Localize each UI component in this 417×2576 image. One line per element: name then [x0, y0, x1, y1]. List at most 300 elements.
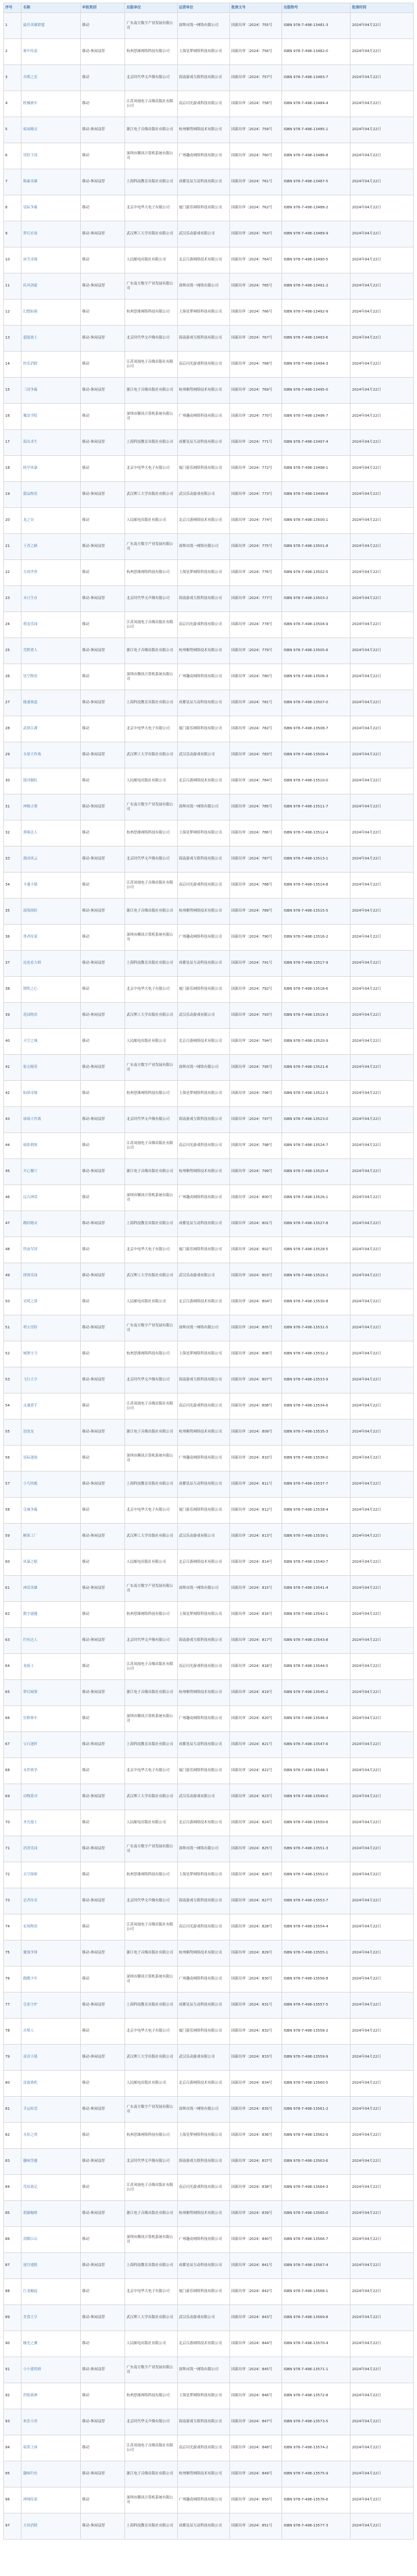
cell-date: 2024年04月22日: [351, 1732, 414, 1758]
cell-index: 96: [4, 2487, 22, 2513]
cell-index: 15: [4, 378, 22, 404]
cell-publisher: 江苏凤凰电子音像出版社有限公司: [125, 2435, 177, 2461]
cell-index: 6: [4, 143, 22, 169]
cell-isbn: ISBN 978-7-498-13556-8: [282, 1967, 351, 1993]
cell-name: 龙骑士: [22, 1654, 81, 1680]
cell-publisher: 上海科技教育出版社有限公司: [125, 951, 177, 977]
header-index: 序号: [4, 3, 22, 13]
cell-approval-no: 国新出审〔2024〕813号: [230, 1524, 282, 1550]
cell-operator: 广州趣动网络科技有限公司: [177, 1967, 229, 1993]
table-row: [4, 768, 414, 794]
cell-date: 2024年04月22日: [351, 1081, 414, 1107]
cell-date: 2024年04月22日: [351, 534, 414, 560]
cell-operator: 深圳市凯一网络有限公司: [177, 2097, 229, 2123]
cell-date: 2024年04月22日: [351, 1602, 414, 1628]
cell-approval-no: 国新出审〔2024〕772号: [230, 456, 282, 482]
cell-isbn: ISBN 978-7-498-13571-1: [282, 2357, 351, 2383]
cell-operator: 成都星辰互动科技有限公司: [177, 430, 229, 456]
table-row: [4, 273, 414, 300]
cell-category: 移动-休闲益智: [81, 1472, 125, 1498]
cell-operator: 海南游戏互娱科技有限公司: [177, 1888, 229, 1914]
cell-operator: 海南游戏互娱科技有限公司: [177, 586, 229, 612]
table-row: [4, 1706, 414, 1732]
cell-publisher: 浙江电子音像出版社有限公司: [125, 378, 177, 404]
cell-name: 城堡守卫: [22, 1341, 81, 1367]
cell-publisher: 武汉理工大学出版社有限公司: [125, 1524, 177, 1550]
table-row: [4, 951, 414, 977]
cell-date: 2024年04月22日: [351, 1237, 414, 1263]
cell-name: 萌宠乐园: [22, 612, 81, 638]
cell-publisher: 广东南方数字产业发展有限公司: [125, 1315, 177, 1341]
cell-date: 2024年04月22日: [351, 1263, 414, 1289]
cell-category: 移动-休闲益智: [81, 2253, 125, 2279]
cell-index: 70: [4, 1810, 22, 1836]
cell-category: 移动: [81, 195, 125, 221]
cell-date: 2024年04月22日: [351, 2487, 414, 2513]
cell-isbn: ISBN 978-7-498-13513-1: [282, 847, 351, 873]
cell-name: 末日生存: [22, 586, 81, 612]
cell-date: 2024年04月22日: [351, 560, 414, 586]
cell-isbn: ISBN 978-7-498-13494-3: [282, 352, 351, 378]
cell-date: 2024年04月22日: [351, 1211, 414, 1237]
cell-publisher: 人民邮电出版社有限公司: [125, 2071, 177, 2097]
header-approval-no: 批准文号: [230, 3, 282, 13]
cell-category: 移动: [81, 1185, 125, 1211]
table-row: [4, 2071, 414, 2097]
cell-name: 吞噬之星: [22, 65, 81, 91]
cell-name: 剑舞江山: [22, 2227, 81, 2253]
cell-approval-no: 国新出审〔2024〕808号: [230, 1393, 282, 1420]
cell-publisher: 浙江电子音像出版社有限公司: [125, 638, 177, 664]
cell-operator: 海南游戏互娱科技有限公司: [177, 326, 229, 352]
cell-publisher: 深圳市腾讯计算机系统有限公司: [125, 2487, 177, 2513]
cell-isbn: ISBN 978-7-498-13510-0: [282, 768, 351, 794]
cell-isbn: ISBN 978-7-498-13491-2: [282, 273, 351, 300]
table-row: [4, 39, 414, 65]
cell-index: 75: [4, 1940, 22, 1967]
cell-index: 48: [4, 1237, 22, 1263]
cell-category: 移动: [81, 2279, 125, 2305]
cell-publisher: 武汉理工大学出版社有限公司: [125, 2045, 177, 2071]
cell-isbn: ISBN 978-7-498-13483-7: [282, 65, 351, 91]
cell-index: 54: [4, 1393, 22, 1420]
cell-name: 连连看大师: [22, 951, 81, 977]
cell-category: 移动-休闲益智: [81, 742, 125, 768]
cell-isbn: ISBN 978-7-498-13533-9: [282, 1367, 351, 1393]
cell-index: 7: [4, 169, 22, 195]
cell-category: 移动: [81, 1498, 125, 1524]
cell-name: 雷霆战机: [22, 2071, 81, 2097]
table-row: [4, 508, 414, 534]
cell-isbn: ISBN 978-7-498-13522-3: [282, 1081, 351, 1107]
cell-date: 2024年04月22日: [351, 2149, 414, 2175]
cell-category: 移动-休闲益智: [81, 1055, 125, 1081]
cell-name: 星际迷航: [22, 1446, 81, 1472]
cell-approval-no: 国新出审〔2024〕770号: [230, 404, 282, 430]
cell-date: 2024年04月22日: [351, 1914, 414, 1940]
cell-index: 10: [4, 247, 22, 273]
cell-index: 52: [4, 1341, 22, 1367]
cell-operator: 北京百游网络技术有限公司: [177, 2331, 229, 2357]
cell-date: 2024年04月22日: [351, 2435, 414, 2461]
cell-index: 46: [4, 1185, 22, 1211]
cell-operator: 杭州顺势网络技术有限公司: [177, 378, 229, 404]
cell-date: 2024年04月22日: [351, 143, 414, 169]
cell-date: 2024年04月22日: [351, 430, 414, 456]
cell-isbn: ISBN 978-7-498-13486-8: [282, 143, 351, 169]
cell-approval-no: 国新出审〔2024〕759号: [230, 117, 282, 143]
cell-isbn: ISBN 978-7-498-13502-5: [282, 560, 351, 586]
cell-operator: 北京百游网络技术有限公司: [177, 1289, 229, 1315]
cell-index: 5: [4, 117, 22, 143]
cell-category: 移动: [81, 2227, 125, 2253]
cell-publisher: 人民邮电出版社有限公司: [125, 508, 177, 534]
header-name: 名称: [22, 3, 81, 13]
cell-name: 龙之谷: [22, 508, 81, 534]
cell-isbn: ISBN 978-7-498-13492-9: [282, 300, 351, 326]
cell-publisher: 深圳市腾讯计算机系统有限公司: [125, 1967, 177, 1993]
cell-approval-no: 国新出审〔2024〕765号: [230, 273, 282, 300]
cell-publisher: 广东南方数字产业发展有限公司: [125, 1055, 177, 1081]
table-row: [4, 404, 414, 430]
cell-operator: 北京百游网络技术有限公司: [177, 768, 229, 794]
cell-name: 忍者传奇: [22, 1888, 81, 1914]
cell-approval-no: 国新出审〔2024〕844号: [230, 2331, 282, 2357]
table-row: [4, 1420, 414, 1446]
cell-isbn: ISBN 978-7-498-13484-4: [282, 91, 351, 117]
cell-publisher: 广东南方数字产业发展有限公司: [125, 2097, 177, 2123]
cell-isbn: ISBN 978-7-498-13518-6: [282, 977, 351, 1003]
table-row: [4, 925, 414, 951]
cell-publisher: 北京时代华文声像有限公司: [125, 2409, 177, 2435]
cell-operator: 广州趣动网络科技有限公司: [177, 2487, 229, 2513]
cell-publisher: 上海科技教育出版社有限公司: [125, 2253, 177, 2279]
header-isbn: 出版物号: [282, 3, 351, 13]
cell-operator: 深圳市凯一网络有限公司: [177, 1315, 229, 1341]
header-date: 批准时间: [351, 3, 414, 13]
cell-isbn: ISBN 978-7-498-13559-9: [282, 2045, 351, 2071]
cell-approval-no: 国新出审〔2024〕777号: [230, 586, 282, 612]
table-row: [4, 899, 414, 925]
table-row: [4, 794, 414, 820]
cell-date: 2024年04月22日: [351, 1836, 414, 1862]
cell-isbn: ISBN 978-7-498-13489-9: [282, 221, 351, 247]
cell-publisher: 江苏凤凰电子音像出版社有限公司: [125, 352, 177, 378]
cell-approval-no: 国新出审〔2024〕829号: [230, 1940, 282, 1967]
cell-category: 移动: [81, 612, 125, 638]
cell-isbn: ISBN 978-7-498-13499-8: [282, 482, 351, 508]
cell-operator: 南京闪光游戏科技有限公司: [177, 1133, 229, 1159]
cell-isbn: ISBN 978-7-498-13561-2: [282, 2097, 351, 2123]
table-row: [4, 638, 414, 664]
cell-date: 2024年04月22日: [351, 456, 414, 482]
cell-publisher: 北京时代华文声像有限公司: [125, 2149, 177, 2175]
cell-approval-no: 国新出审〔2024〕845号: [230, 2357, 282, 2383]
cell-date: 2024年04月22日: [351, 1055, 414, 1081]
cell-name: 战国风云: [22, 847, 81, 873]
cell-approval-no: 国新出审〔2024〕789号: [230, 899, 282, 925]
cell-approval-no: 国新出审〔2024〕846号: [230, 2383, 282, 2409]
cell-operator: 武汉乐动游戏有限公司: [177, 1524, 229, 1550]
cell-approval-no: 国新出审〔2024〕791号: [230, 951, 282, 977]
cell-isbn: ISBN 978-7-498-13558-2: [282, 2019, 351, 2045]
table-header: [4, 3, 414, 13]
cell-isbn: ISBN 978-7-498-13496-7: [282, 404, 351, 430]
cell-publisher: 北京中电华大电子有限公司: [125, 977, 177, 1003]
cell-category: 移动: [81, 143, 125, 169]
cell-date: 2024年04月22日: [351, 1550, 414, 1576]
cell-name: 糖果工厂: [22, 1524, 81, 1550]
table-row: [4, 534, 414, 560]
table-row: [4, 2435, 414, 2461]
table-row: [4, 2019, 414, 2045]
table-row: [4, 1341, 414, 1367]
cell-index: 77: [4, 1993, 22, 2019]
cell-category: 移动-休闲益智: [81, 1628, 125, 1654]
cell-name: 狂野赛车: [22, 1706, 81, 1732]
cell-name: 武侠江湖: [22, 716, 81, 742]
cell-publisher: 人民邮电出版社有限公司: [125, 1029, 177, 1055]
table-row: [4, 221, 414, 247]
cell-operator: 武汉乐动游戏有限公司: [177, 2305, 229, 2331]
cell-name: 甜品物语: [22, 482, 81, 508]
cell-operator: 南京闪光游戏科技有限公司: [177, 91, 229, 117]
cell-index: 30: [4, 768, 22, 794]
cell-approval-no: 国新出审〔2024〕774号: [230, 508, 282, 534]
cell-name: 快乐消除: [22, 352, 81, 378]
cell-publisher: 人民邮电出版社有限公司: [125, 1550, 177, 1576]
cell-operator: 深圳市凯一网络有限公司: [177, 1836, 229, 1862]
cell-publisher: 武汉理工大学出版社有限公司: [125, 2305, 177, 2331]
cell-category: 移动-休闲益智: [81, 794, 125, 820]
cell-index: 59: [4, 1524, 22, 1550]
table-row: [4, 1758, 414, 1784]
cell-date: 2024年04月22日: [351, 586, 414, 612]
cell-category: 移动-休闲益智: [81, 1680, 125, 1706]
cell-isbn: ISBN 978-7-498-13553-7: [282, 1888, 351, 1914]
table-row: [4, 65, 414, 91]
cell-category: 移动-休闲益智: [81, 221, 125, 247]
cell-publisher: 江苏凤凰电子音像出版社有限公司: [125, 612, 177, 638]
cell-isbn: ISBN 978-7-498-13573-5: [282, 2409, 351, 2435]
cell-name: 极速赛道: [22, 690, 81, 716]
cell-operator: 上海星梦网络科技有限公司: [177, 39, 229, 65]
cell-date: 2024年04月22日: [351, 1159, 414, 1185]
table-row: [4, 820, 414, 847]
table-row: [4, 1367, 414, 1393]
cell-index: 95: [4, 2461, 22, 2487]
table-row: [4, 2175, 414, 2201]
cell-date: 2024年04月22日: [351, 169, 414, 195]
cell-publisher: 浙江电子音像出版社有限公司: [125, 1680, 177, 1706]
cell-isbn: ISBN 978-7-498-13512-4: [282, 820, 351, 847]
cell-operator: 上海星梦网络科技有限公司: [177, 2383, 229, 2409]
cell-index: 27: [4, 690, 22, 716]
cell-date: 2024年04月22日: [351, 768, 414, 794]
cell-date: 2024年04月22日: [351, 1315, 414, 1341]
table-row: [4, 2201, 414, 2227]
cell-category: 移动-休闲益智: [81, 2357, 125, 2383]
cell-publisher: 广东南方数字产业发展有限公司: [125, 1576, 177, 1602]
table-row: [4, 1185, 414, 1211]
cell-publisher: 广东南方数字产业发展有限公司: [125, 13, 177, 39]
cell-name: 球球大作战: [22, 1107, 81, 1133]
table-row: [4, 716, 414, 742]
cell-approval-no: 国新出审〔2024〕785号: [230, 794, 282, 820]
cell-category: 移动-休闲益智: [81, 1107, 125, 1133]
cell-index: 63: [4, 1628, 22, 1654]
cell-index: 22: [4, 560, 22, 586]
cell-name: 荒原战记: [22, 2175, 81, 2201]
cell-index: 57: [4, 1472, 22, 1498]
cell-name: 暗黑王座: [22, 2435, 81, 2461]
cell-publisher: 上海科技教育出版社有限公司: [125, 1993, 177, 2019]
cell-category: 移动: [81, 1341, 125, 1367]
cell-isbn: ISBN 978-7-498-13530-8: [282, 1289, 351, 1315]
table-row: [4, 1550, 414, 1576]
cell-operator: 海南游戏互娱科技有限公司: [177, 2409, 229, 2435]
cell-category: 移动-休闲益智: [81, 1784, 125, 1810]
cell-isbn: ISBN 978-7-498-13501-8: [282, 534, 351, 560]
cell-approval-no: 国新出审〔2024〕781号: [230, 690, 282, 716]
cell-category: 移动-休闲益智: [81, 2201, 125, 2227]
cell-publisher: 杭州思维网络科技有限公司: [125, 820, 177, 847]
cell-operator: 杭州顺势网络技术有限公司: [177, 1680, 229, 1706]
cell-approval-no: 国新出审〔2024〕836号: [230, 2123, 282, 2149]
cell-index: 18: [4, 456, 22, 482]
cell-category: 移动-休闲益智: [81, 534, 125, 560]
cell-name: 皇家守护: [22, 1993, 81, 2019]
header-category: 申报类别: [81, 3, 125, 13]
cell-publisher: 上海科技教育出版社有限公司: [125, 430, 177, 456]
cell-date: 2024年04月22日: [351, 1498, 414, 1524]
cell-name: 萌猫咖啡: [22, 2201, 81, 2227]
cell-publisher: 北京中电华大电子有限公司: [125, 1237, 177, 1263]
cell-date: 2024年04月22日: [351, 2045, 414, 2071]
cell-operator: 广州趣动网络科技有限公司: [177, 1706, 229, 1732]
cell-operator: 南京闪光游戏科技有限公司: [177, 1654, 229, 1680]
cell-operator: 海南游戏互娱科技有限公司: [177, 2149, 229, 2175]
cell-operator: 厦门游乐网络科技有限公司: [177, 1237, 229, 1263]
cell-date: 2024年04月22日: [351, 1107, 414, 1133]
cell-index: 13: [4, 326, 22, 352]
cell-isbn: ISBN 978-7-498-13550-6: [282, 1810, 351, 1836]
cell-isbn: ISBN 978-7-498-13495-0: [282, 378, 351, 404]
cell-isbn: ISBN 978-7-498-13547-6: [282, 1732, 351, 1758]
cell-operator: 成都星辰互动科技有限公司: [177, 690, 229, 716]
cell-publisher: 北京中电华大电子有限公司: [125, 1758, 177, 1784]
cell-index: 49: [4, 1263, 22, 1289]
cell-operator: 北京百游网络技术有限公司: [177, 508, 229, 534]
cell-date: 2024年04月22日: [351, 1472, 414, 1498]
table-row: [4, 1237, 414, 1263]
cell-approval-no: 国新出审〔2024〕795号: [230, 1055, 282, 1081]
cell-approval-no: 国新出审〔2024〕769号: [230, 378, 282, 404]
table-row: [4, 586, 414, 612]
cell-name: 星际争霸: [22, 195, 81, 221]
cell-approval-no: 国新出审〔2024〕831号: [230, 1993, 282, 2019]
cell-publisher: 武汉理工大学出版社有限公司: [125, 1003, 177, 1029]
cell-name: 光明之剑: [22, 1289, 81, 1315]
cell-index: 8: [4, 195, 22, 221]
cell-operator: 上海星梦网络科技有限公司: [177, 2123, 229, 2149]
cell-publisher: 杭州思维网络科技有限公司: [125, 1081, 177, 1107]
cell-approval-no: 国新出审〔2024〕815号: [230, 1576, 282, 1602]
cell-index: 67: [4, 1732, 22, 1758]
cell-approval-no: 国新出审〔2024〕797号: [230, 1107, 282, 1133]
cell-publisher: 人民邮电出版社有限公司: [125, 2331, 177, 2357]
cell-date: 2024年04月22日: [351, 1341, 414, 1367]
cell-index: 24: [4, 612, 22, 638]
cell-publisher: 深圳市腾讯计算机系统有限公司: [125, 2227, 177, 2253]
cell-isbn: ISBN 978-7-498-13525-4: [282, 1159, 351, 1185]
cell-date: 2024年04月22日: [351, 39, 414, 65]
cell-category: 移动-休闲益智: [81, 899, 125, 925]
cell-operator: 海南游戏互娱科技有限公司: [177, 1107, 229, 1133]
cell-date: 2024年04月22日: [351, 1003, 414, 1029]
cell-publisher: 浙江电子音像出版社有限公司: [125, 117, 177, 143]
table-row: [4, 1602, 414, 1628]
cell-approval-no: 国新出审〔2024〕809号: [230, 1420, 282, 1446]
cell-index: 84: [4, 2175, 22, 2201]
cell-date: 2024年04月22日: [351, 742, 414, 768]
cell-isbn: ISBN 978-7-498-13506-3: [282, 664, 351, 690]
cell-name: 弹珠达人: [22, 820, 81, 847]
cell-publisher: 北京时代华文声像有限公司: [125, 847, 177, 873]
cell-name: 冒险王国: [22, 143, 81, 169]
cell-index: 47: [4, 1211, 22, 1237]
cell-index: 38: [4, 977, 22, 1003]
table-row: [4, 91, 414, 117]
cell-isbn: ISBN 978-7-498-13504-9: [282, 612, 351, 638]
cell-date: 2024年04月22日: [351, 2305, 414, 2331]
cell-isbn: ISBN 978-7-498-13563-6: [282, 2149, 351, 2175]
cell-date: 2024年04月22日: [351, 326, 414, 352]
cell-name: 萌宝冒险: [22, 1315, 81, 1341]
table-row: [4, 2331, 414, 2357]
cell-date: 2024年04月22日: [351, 1862, 414, 1888]
cell-category: 移动: [81, 1393, 125, 1420]
cell-category: 移动: [81, 1602, 125, 1628]
cell-name: 王者之路: [22, 534, 81, 560]
cell-publisher: 广东南方数字产业发展有限公司: [125, 1836, 177, 1862]
cell-date: 2024年04月22日: [351, 352, 414, 378]
cell-operator: 成都星辰互动科技有限公司: [177, 2253, 229, 2279]
cell-category: 移动-休闲益智: [81, 1367, 125, 1393]
cell-operator: 海南游戏互娱科技有限公司: [177, 1628, 229, 1654]
cell-approval-no: 国新出审〔2024〕838号: [230, 2175, 282, 2201]
cell-index: 90: [4, 2331, 22, 2357]
cell-approval-no: 国新出审〔2024〕801号: [230, 1211, 282, 1237]
cell-isbn: ISBN 978-7-498-13562-9: [282, 2123, 351, 2149]
cell-publisher: 广东南方数字产业发展有限公司: [125, 534, 177, 560]
cell-category: 移动-休闲益智: [81, 586, 125, 612]
cell-index: 16: [4, 404, 22, 430]
table-row: [4, 977, 414, 1003]
cell-date: 2024年04月22日: [351, 1367, 414, 1393]
cell-index: 51: [4, 1315, 22, 1341]
cell-index: 32: [4, 820, 22, 847]
cell-index: 92: [4, 2383, 22, 2409]
cell-operator: 广州趣动网络科技有限公司: [177, 1185, 229, 1211]
cell-category: 移动-休闲益智: [81, 2305, 125, 2331]
cell-index: 35: [4, 899, 22, 925]
cell-date: 2024年04月22日: [351, 2097, 414, 2123]
cell-category: 移动-休闲益智: [81, 1940, 125, 1967]
cell-publisher: 浙江电子音像出版社有限公司: [125, 899, 177, 925]
cell-isbn: ISBN 978-7-498-13537-7: [282, 1472, 351, 1498]
cell-date: 2024年04月22日: [351, 977, 414, 1003]
